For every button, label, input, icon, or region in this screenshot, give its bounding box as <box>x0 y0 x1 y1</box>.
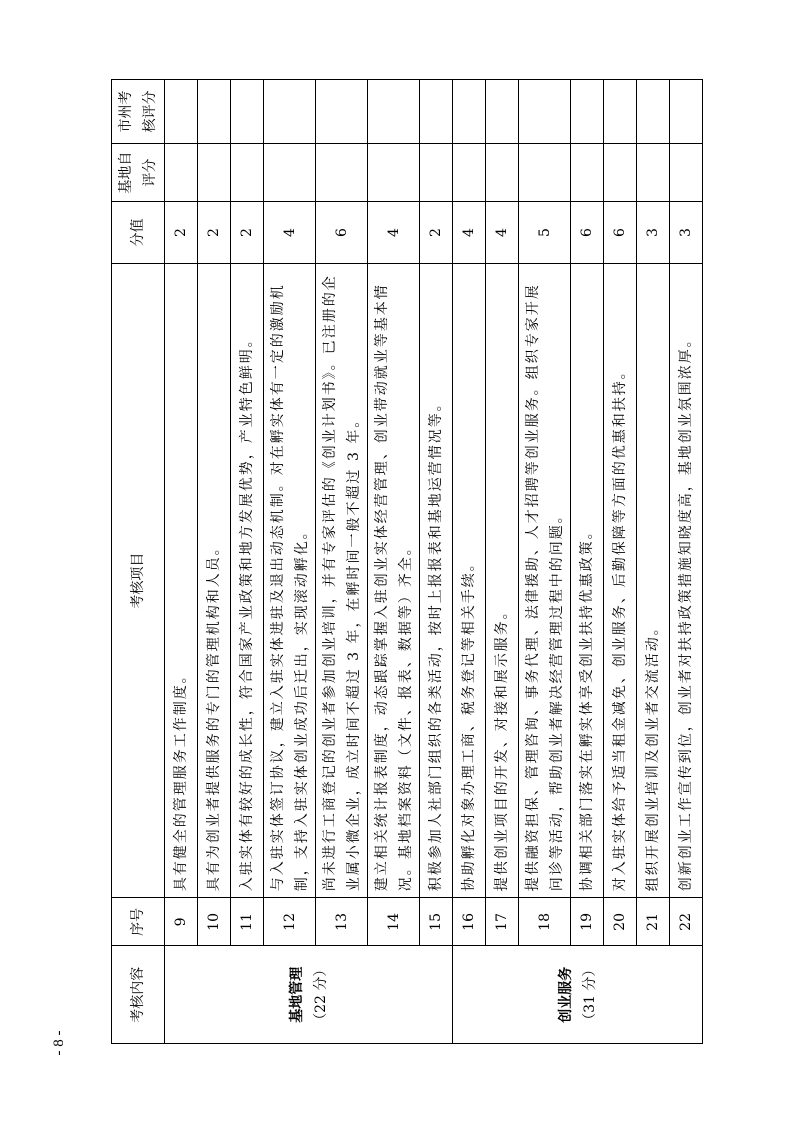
row-item: 具有为创业者提供服务的专门的管理机构和人员。 <box>198 263 231 897</box>
table-row <box>316 80 368 1044</box>
row-city-score <box>264 80 316 144</box>
row-self-score <box>604 143 637 201</box>
row-score: 5 <box>519 202 571 264</box>
header-content: 考核内容 <box>112 946 165 1044</box>
header-item: 考核项目 <box>112 263 165 897</box>
table-row <box>571 80 604 1044</box>
row-item: 创新创业工作宣传到位，创业者对扶持政策措施知晓度高，基地创业氛围浓厚。 <box>670 263 703 897</box>
row-city-score <box>453 80 486 144</box>
header-row <box>112 80 165 1044</box>
row-item: 具有健全的管理服务工作制度。 <box>165 263 198 897</box>
row-number: 14 <box>368 898 420 946</box>
row-self-score <box>165 143 198 201</box>
row-self-score <box>670 143 703 201</box>
row-number: 20 <box>604 898 637 946</box>
row-score: 2 <box>231 202 264 264</box>
section-title: 创业服务 <box>557 966 574 1023</box>
row-city-score <box>604 80 637 144</box>
table-row <box>637 80 670 1044</box>
table-row <box>453 80 486 1044</box>
table-row <box>486 80 519 1044</box>
row-score: 6 <box>316 202 368 264</box>
row-number: 18 <box>519 898 571 946</box>
row-city-score <box>316 80 368 144</box>
row-item: 组织开展创业培训及创业者交流活动。 <box>637 263 670 897</box>
row-item: 提供创业项目的开发、对接和展示服务。 <box>486 263 519 897</box>
table-row <box>519 80 571 1044</box>
row-item: 对入驻实体给予适当租金减免、创业服务、后勤保障等方面的优惠和扶持。 <box>604 263 637 897</box>
row-number: 9 <box>165 898 198 946</box>
table-row <box>368 80 420 1044</box>
evaluation-table <box>111 79 703 1044</box>
table-row <box>670 80 703 1044</box>
row-self-score <box>420 143 453 201</box>
row-self-score <box>519 143 571 201</box>
table-row <box>264 80 316 1044</box>
evaluation-table-rotated <box>111 79 694 1044</box>
row-self-score <box>571 143 604 201</box>
table-row <box>198 80 231 1044</box>
row-score: 4 <box>486 202 519 264</box>
section-cell <box>453 946 703 1044</box>
row-score: 6 <box>604 202 637 264</box>
row-number: 11 <box>231 898 264 946</box>
header-self-score: 基地自评分 <box>112 143 165 201</box>
row-item: 建立相关统计报表制度，动态跟踪掌握入驻创业实体经营管理、创业带动就业等基本情况。基地档案资料（文件、报表、数据等）齐全。 <box>368 263 420 897</box>
row-item: 入驻实体有较好的成长性，符合国家产业政策和地方发展优势，产业特色鲜明。 <box>231 263 264 897</box>
row-city-score <box>231 80 264 144</box>
row-city-score <box>165 80 198 144</box>
row-item: 协助孵化对象办理工商、税务登记等相关手续。 <box>453 263 486 897</box>
row-score: 3 <box>670 202 703 264</box>
row-self-score <box>316 143 368 201</box>
section-points: （22 分） <box>312 962 329 1027</box>
table-row <box>231 80 264 1044</box>
row-item: 与入驻实体签订协议，建立入驻实体进驻及退出动态机制。对在孵实体有一定的激励机制，支持入驻实体创业成功后迁出，实现滚动孵化。 <box>264 263 316 897</box>
row-number: 10 <box>198 898 231 946</box>
row-number: 19 <box>571 898 604 946</box>
row-city-score <box>571 80 604 144</box>
header-city-score: 市州考核评分 <box>112 80 165 144</box>
row-city-score <box>198 80 231 144</box>
row-city-score <box>420 80 453 144</box>
row-city-score <box>486 80 519 144</box>
row-number: 12 <box>264 898 316 946</box>
row-self-score <box>368 143 420 201</box>
section-points: （31 分） <box>581 962 598 1027</box>
row-number: 22 <box>670 898 703 946</box>
row-score: 3 <box>637 202 670 264</box>
page-number: - 8 - <box>51 1030 67 1056</box>
section-cell <box>165 946 453 1044</box>
row-self-score <box>453 143 486 201</box>
row-score: 4 <box>368 202 420 264</box>
table-row <box>420 80 453 1044</box>
row-item: 提供融资担保、管理咨询、事务代理、法律援助、人才招聘等创业服务。组织专家开展问诊等活动，帮助创业者解决经营管理过程中的问题。 <box>519 263 571 897</box>
header-score: 分值 <box>112 202 165 264</box>
row-self-score <box>264 143 316 201</box>
table-row <box>165 80 198 1044</box>
row-score: 2 <box>420 202 453 264</box>
row-self-score <box>198 143 231 201</box>
row-number: 21 <box>637 898 670 946</box>
row-score: 2 <box>165 202 198 264</box>
row-city-score <box>519 80 571 144</box>
row-self-score <box>486 143 519 201</box>
row-item: 协调相关部门落实在孵实体享受创业扶持优惠政策。 <box>571 263 604 897</box>
section-title: 基地管理 <box>288 966 305 1023</box>
row-self-score <box>231 143 264 201</box>
row-score: 4 <box>264 202 316 264</box>
row-number: 15 <box>420 898 453 946</box>
table-row <box>604 80 637 1044</box>
header-no: 序号 <box>112 898 165 946</box>
row-self-score <box>637 143 670 201</box>
row-city-score <box>670 80 703 144</box>
row-item: 尚未进行工商登记的创业者参加创业培训，并有专家评估的《创业计划书》。已注册的企业属小微企业，成立时间不超过 3 年，在孵时间一般不超过 3 年。 <box>316 263 368 897</box>
row-city-score <box>368 80 420 144</box>
row-number: 13 <box>316 898 368 946</box>
row-score: 6 <box>571 202 604 264</box>
row-number: 17 <box>486 898 519 946</box>
row-item: 积极参加人社部门组织的各类活动，按时上报报表和基地运营情况等。 <box>420 263 453 897</box>
row-number: 16 <box>453 898 486 946</box>
row-score: 4 <box>453 202 486 264</box>
row-city-score <box>637 80 670 144</box>
row-score: 2 <box>198 202 231 264</box>
